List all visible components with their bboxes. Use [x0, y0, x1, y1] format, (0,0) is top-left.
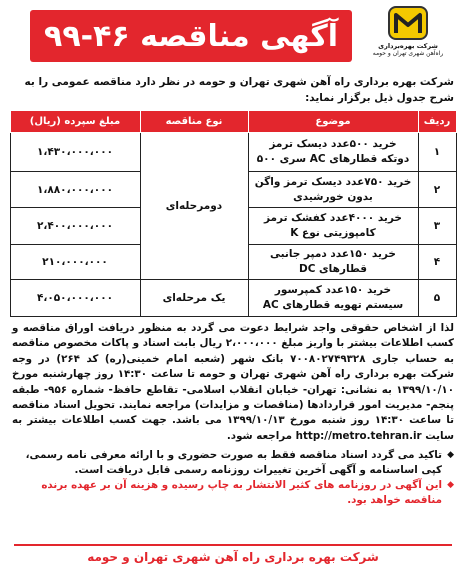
website-link[interactable]: http://metro.tehran.ir: [295, 429, 422, 442]
details-paragraph: [8, 317, 458, 446]
row-subject: خرید ۱۵۰عدد دمپر جانبی قطارهای DC: [248, 245, 418, 280]
row-subject: خرید ۷۵۰عدد دیسک ترمز واگن بدون خورشیدی: [248, 172, 418, 208]
footer-company-name: [14, 544, 452, 568]
table-row: [10, 133, 456, 172]
note-item: [12, 478, 454, 508]
notes-list: [8, 446, 458, 508]
row-number: ۲: [418, 172, 456, 208]
metro-m-icon-glyph: [393, 11, 423, 35]
row-number: ۳: [418, 208, 456, 245]
row-subject: خرید ۴۰۰۰عدد کفشک ترمز کامپوزیتی نوع K: [248, 208, 418, 245]
header-deposit: مبلغ سپرده (ریال): [10, 111, 140, 133]
header-tender-type: نوع مناقصه: [140, 111, 248, 133]
logo-company-name: شرکت بهره‌برداری: [378, 42, 438, 50]
tender-type-one-stage: یک مرحله‌ای: [140, 280, 248, 317]
row-deposit: ۱،۸۸۰،۰۰۰،۰۰۰: [10, 172, 140, 208]
row-deposit: ۲۱۰،۰۰۰،۰۰۰: [10, 245, 140, 280]
table-header-row: [10, 111, 456, 133]
note-text: تاکید می گردد اسناد مناقصه فقط به صورت حضوری و با ارائه معرفی نامه رسمی، کپی اساسنامه و آگهی آخرین تغییرات روزنامه رسمی قابل دریافت است.: [25, 449, 442, 477]
details-text: لذا از اشخاص حقوقی واجد شرایط دعوت می گردد به منظور دریافت اوراق مناقصه و کسب اطلاعات بیشتر با واریز مبلغ ۲،۰۰۰،۰۰۰ ریال بابت اسناد و پاکات مخصوص مناقصه به حساب جاری ۷۰۰۸۰۲۷۴۹۳۲۸ بانک شهر (شعبه امام خمینی(ره) کد ۲۶۴) در وجه شرکت بهره برداری راه آهن شهری تهران و حومه تا ساعت ۱۴:۳۰ روز چهارشنبه مورخ ۱۳۹۹/۱۰/۱۰ به نشانی: تهران- خیابان انقلاب اسلامی- تقاطع حافظ- شماره ۹۵۶- طبقه پنجم- مدیریت امور قراردادها (مناقصات و مزایدات) مراجعه نمایند. تحویل اسناد مناقصه تا ساعت ۱۴:۳۰ روز شنبه مورخ ۱۳۹۹/۱۰/۱۳ می باشد. جهت کسب اطلاعات بیشتر به سایت: [12, 322, 454, 442]
note-text: این آگهی در روزنامه های کثیر الانتشار به چاپ رسیده و هزینه آن بر عهده برنده مناقصه خواهد بود.: [41, 479, 442, 507]
note-item: [12, 448, 454, 478]
footer-text: شرکت بهره برداری راه آهن شهری تهران و حومه: [87, 550, 379, 564]
company-logo-block: [362, 6, 454, 72]
row-subject: خرید ۵۰۰عدد دیسک ترمز دوتکه قطارهای AC سری ۵۰۰: [248, 133, 418, 172]
header: [8, 6, 458, 72]
row-number: ۱: [418, 133, 456, 172]
diamond-bullet-icon: ◆: [447, 450, 454, 461]
row-number: ۴: [418, 245, 456, 280]
row-deposit: ۱،۴۳۰،۰۰۰،۰۰۰: [10, 133, 140, 172]
diamond-bullet-icon: ◆: [447, 480, 454, 491]
metro-m-icon: [388, 6, 428, 40]
row-subject: خرید ۱۵۰عدد کمپرسور سیستم تهویه قطارهای AC: [248, 280, 418, 317]
intro-paragraph: شرکت بهره برداری راه آهن شهری تهران و حومه در نظر دارد مناقصه عمومی را به شرح جدول ذیل برگزار نماید:: [24, 76, 454, 104]
table-row: [10, 280, 456, 317]
page-title: آگهی مناقصه ۴۶-۹۹: [44, 18, 338, 54]
logo-company-subtitle: راه‌آهن شهری تهران و حومه: [372, 50, 444, 57]
tender-table: [10, 110, 457, 317]
header-subject: موضوع: [248, 111, 418, 133]
details-text-end: مراجعه شود.: [226, 429, 293, 442]
header-row-number: ردیف: [418, 111, 456, 133]
row-deposit: ۲،۴۰۰،۰۰۰،۰۰۰: [10, 208, 140, 245]
title-banner: [30, 10, 352, 62]
row-number: ۵: [418, 280, 456, 317]
tender-type-two-stage: دومرحله‌ای: [140, 133, 248, 280]
row-deposit: ۴،۰۵۰،۰۰۰،۰۰۰: [10, 280, 140, 317]
